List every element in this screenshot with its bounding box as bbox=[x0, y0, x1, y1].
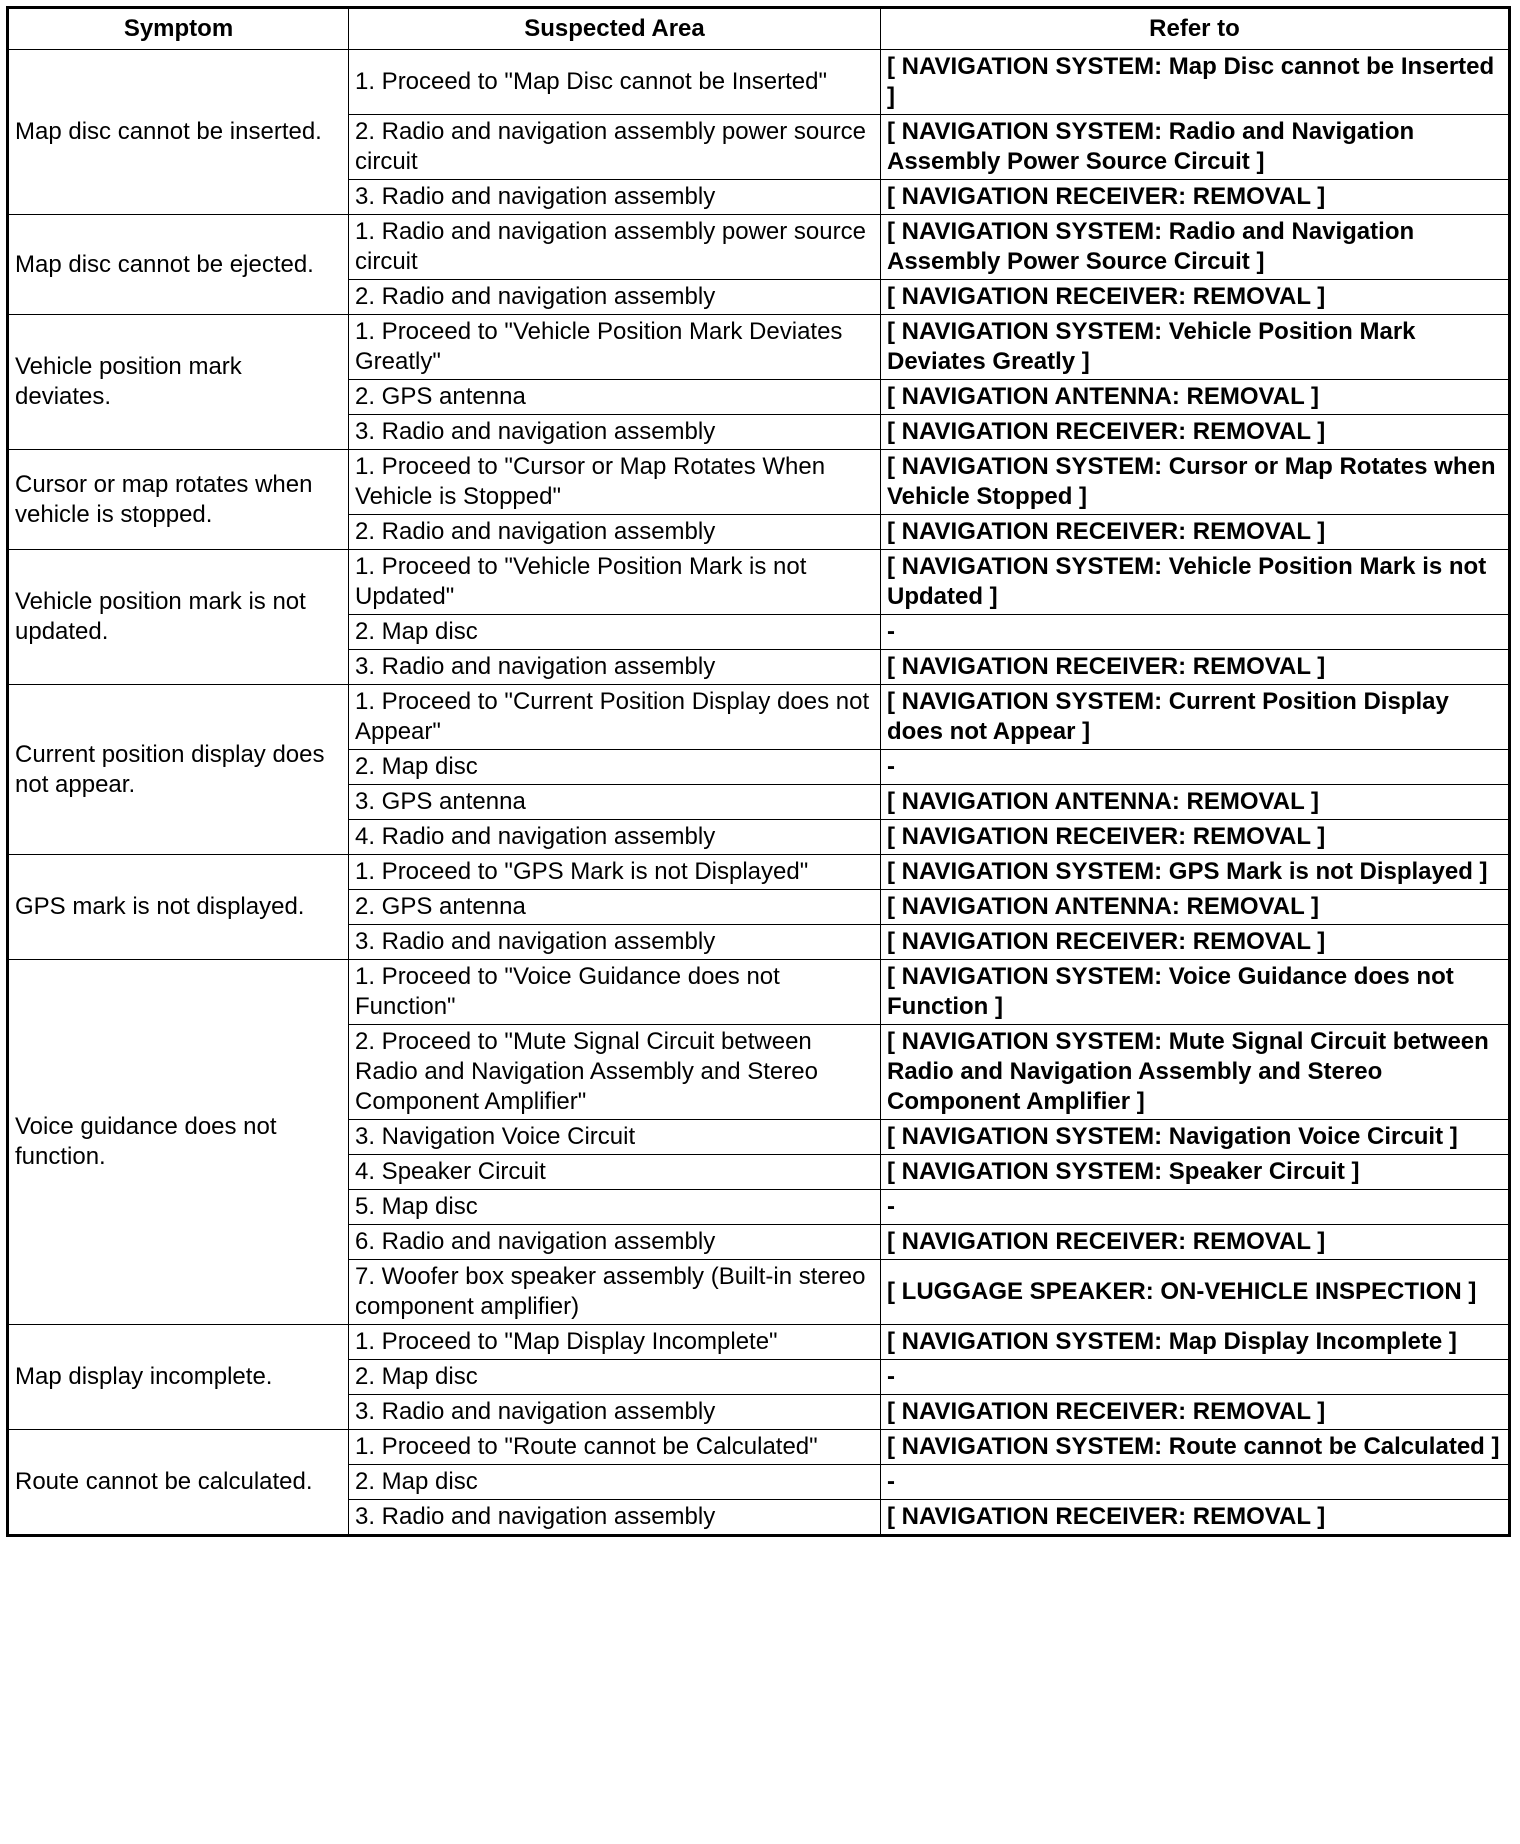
refer-to-cell: [ NAVIGATION RECEIVER: REMOVAL ] bbox=[881, 1500, 1510, 1536]
suspected-area-cell: 3. Radio and navigation assembly bbox=[349, 1395, 881, 1430]
suspected-area-cell: 3. GPS antenna bbox=[349, 785, 881, 820]
refer-to-cell: [ NAVIGATION SYSTEM: Current Position Display does not Appear ] bbox=[881, 685, 1510, 750]
suspected-area-cell: 1. Radio and navigation assembly power source circuit bbox=[349, 215, 881, 280]
header-symptom: Symptom bbox=[8, 8, 349, 50]
symptom-cell: Vehicle position mark is not updated. bbox=[8, 550, 349, 685]
refer-to-cell: [ NAVIGATION SYSTEM: Vehicle Position Mark is not Updated ] bbox=[881, 550, 1510, 615]
table-row bbox=[8, 685, 1510, 750]
suspected-area-cell: 2. Map disc bbox=[349, 615, 881, 650]
refer-to-cell: [ NAVIGATION SYSTEM: Mute Signal Circuit between Radio and Navigation Assembly and Stereo Component Amplifier ] bbox=[881, 1025, 1510, 1120]
refer-to-cell: [ LUGGAGE SPEAKER: ON-VEHICLE INSPECTION ] bbox=[881, 1260, 1510, 1325]
suspected-area-cell: 2. Proceed to "Mute Signal Circuit between Radio and Navigation Assembly and Stereo Component Amplifier" bbox=[349, 1025, 881, 1120]
suspected-area-cell: 3. Radio and navigation assembly bbox=[349, 650, 881, 685]
suspected-area-cell: 3. Radio and navigation assembly bbox=[349, 415, 881, 450]
suspected-area-cell: 2. GPS antenna bbox=[349, 890, 881, 925]
symptom-table bbox=[6, 6, 1511, 1537]
refer-to-cell: [ NAVIGATION ANTENNA: REMOVAL ] bbox=[881, 890, 1510, 925]
table-row bbox=[8, 315, 1510, 380]
refer-to-cell: [ NAVIGATION SYSTEM: Radio and Navigation Assembly Power Source Circuit ] bbox=[881, 115, 1510, 180]
table-row bbox=[8, 550, 1510, 615]
suspected-area-cell: 2. Radio and navigation assembly bbox=[349, 280, 881, 315]
table-row bbox=[8, 1325, 1510, 1360]
header-row bbox=[8, 8, 1510, 50]
refer-to-cell: [ NAVIGATION SYSTEM: Route cannot be Calculated ] bbox=[881, 1430, 1510, 1465]
refer-to-cell: [ NAVIGATION SYSTEM: GPS Mark is not Displayed ] bbox=[881, 855, 1510, 890]
refer-to-cell: - bbox=[881, 1465, 1510, 1500]
suspected-area-cell: 2. Map disc bbox=[349, 1465, 881, 1500]
suspected-area-cell: 5. Map disc bbox=[349, 1190, 881, 1225]
suspected-area-cell: 3. Radio and navigation assembly bbox=[349, 925, 881, 960]
refer-to-cell: [ NAVIGATION RECEIVER: REMOVAL ] bbox=[881, 180, 1510, 215]
table-row bbox=[8, 855, 1510, 890]
symptom-cell: Map disc cannot be ejected. bbox=[8, 215, 349, 315]
suspected-area-cell: 1. Proceed to "Vehicle Position Mark is not Updated" bbox=[349, 550, 881, 615]
suspected-area-cell: 2. Map disc bbox=[349, 750, 881, 785]
suspected-area-cell: 7. Woofer box speaker assembly (Built-in stereo component amplifier) bbox=[349, 1260, 881, 1325]
refer-to-cell: [ NAVIGATION SYSTEM: Map Disc cannot be Inserted ] bbox=[881, 50, 1510, 115]
suspected-area-cell: 2. GPS antenna bbox=[349, 380, 881, 415]
suspected-area-cell: 1. Proceed to "Current Position Display does not Appear" bbox=[349, 685, 881, 750]
refer-to-cell: - bbox=[881, 615, 1510, 650]
refer-to-cell: [ NAVIGATION SYSTEM: Navigation Voice Circuit ] bbox=[881, 1120, 1510, 1155]
table-row bbox=[8, 960, 1510, 1025]
troubleshooting-table-container bbox=[6, 6, 1508, 1537]
suspected-area-cell: 1. Proceed to "Cursor or Map Rotates When Vehicle is Stopped" bbox=[349, 450, 881, 515]
suspected-area-cell: 2. Map disc bbox=[349, 1360, 881, 1395]
suspected-area-cell: 1. Proceed to "Voice Guidance does not Function" bbox=[349, 960, 881, 1025]
suspected-area-cell: 3. Radio and navigation assembly bbox=[349, 180, 881, 215]
suspected-area-cell: 1. Proceed to "Map Disc cannot be Inserted" bbox=[349, 50, 881, 115]
symptom-cell: Route cannot be calculated. bbox=[8, 1430, 349, 1536]
table-row bbox=[8, 215, 1510, 280]
refer-to-cell: [ NAVIGATION RECEIVER: REMOVAL ] bbox=[881, 820, 1510, 855]
symptom-cell: Voice guidance does not function. bbox=[8, 960, 349, 1325]
table-body bbox=[8, 50, 1510, 1536]
suspected-area-cell: 1. Proceed to "Route cannot be Calculated" bbox=[349, 1430, 881, 1465]
table-row bbox=[8, 1430, 1510, 1465]
refer-to-cell: - bbox=[881, 1190, 1510, 1225]
suspected-area-cell: 2. Radio and navigation assembly power source circuit bbox=[349, 115, 881, 180]
header-refer-to: Refer to bbox=[881, 8, 1510, 50]
refer-to-cell: [ NAVIGATION RECEIVER: REMOVAL ] bbox=[881, 280, 1510, 315]
table-row bbox=[8, 450, 1510, 515]
symptom-cell: Map disc cannot be inserted. bbox=[8, 50, 349, 215]
symptom-cell: Current position display does not appear. bbox=[8, 685, 349, 855]
refer-to-cell: [ NAVIGATION RECEIVER: REMOVAL ] bbox=[881, 1225, 1510, 1260]
header-suspected-area: Suspected Area bbox=[349, 8, 881, 50]
suspected-area-cell: 6. Radio and navigation assembly bbox=[349, 1225, 881, 1260]
symptom-cell: GPS mark is not displayed. bbox=[8, 855, 349, 960]
refer-to-cell: [ NAVIGATION RECEIVER: REMOVAL ] bbox=[881, 650, 1510, 685]
symptom-cell: Map display incomplete. bbox=[8, 1325, 349, 1430]
table-row bbox=[8, 50, 1510, 115]
suspected-area-cell: 3. Radio and navigation assembly bbox=[349, 1500, 881, 1536]
suspected-area-cell: 4. Radio and navigation assembly bbox=[349, 820, 881, 855]
refer-to-cell: [ NAVIGATION SYSTEM: Radio and Navigation Assembly Power Source Circuit ] bbox=[881, 215, 1510, 280]
refer-to-cell: [ NAVIGATION SYSTEM: Speaker Circuit ] bbox=[881, 1155, 1510, 1190]
refer-to-cell: [ NAVIGATION RECEIVER: REMOVAL ] bbox=[881, 1395, 1510, 1430]
symptom-cell: Cursor or map rotates when vehicle is stopped. bbox=[8, 450, 349, 550]
refer-to-cell: [ NAVIGATION SYSTEM: Map Display Incomplete ] bbox=[881, 1325, 1510, 1360]
symptom-cell: Vehicle position mark deviates. bbox=[8, 315, 349, 450]
refer-to-cell: [ NAVIGATION ANTENNA: REMOVAL ] bbox=[881, 380, 1510, 415]
suspected-area-cell: 1. Proceed to "Vehicle Position Mark Deviates Greatly" bbox=[349, 315, 881, 380]
refer-to-cell: [ NAVIGATION RECEIVER: REMOVAL ] bbox=[881, 925, 1510, 960]
refer-to-cell: - bbox=[881, 1360, 1510, 1395]
suspected-area-cell: 4. Speaker Circuit bbox=[349, 1155, 881, 1190]
refer-to-cell: - bbox=[881, 750, 1510, 785]
suspected-area-cell: 2. Radio and navigation assembly bbox=[349, 515, 881, 550]
suspected-area-cell: 3. Navigation Voice Circuit bbox=[349, 1120, 881, 1155]
refer-to-cell: [ NAVIGATION RECEIVER: REMOVAL ] bbox=[881, 515, 1510, 550]
suspected-area-cell: 1. Proceed to "Map Display Incomplete" bbox=[349, 1325, 881, 1360]
refer-to-cell: [ NAVIGATION SYSTEM: Cursor or Map Rotates when Vehicle Stopped ] bbox=[881, 450, 1510, 515]
refer-to-cell: [ NAVIGATION SYSTEM: Vehicle Position Mark Deviates Greatly ] bbox=[881, 315, 1510, 380]
refer-to-cell: [ NAVIGATION SYSTEM: Voice Guidance does not Function ] bbox=[881, 960, 1510, 1025]
refer-to-cell: [ NAVIGATION ANTENNA: REMOVAL ] bbox=[881, 785, 1510, 820]
refer-to-cell: [ NAVIGATION RECEIVER: REMOVAL ] bbox=[881, 415, 1510, 450]
suspected-area-cell: 1. Proceed to "GPS Mark is not Displayed" bbox=[349, 855, 881, 890]
